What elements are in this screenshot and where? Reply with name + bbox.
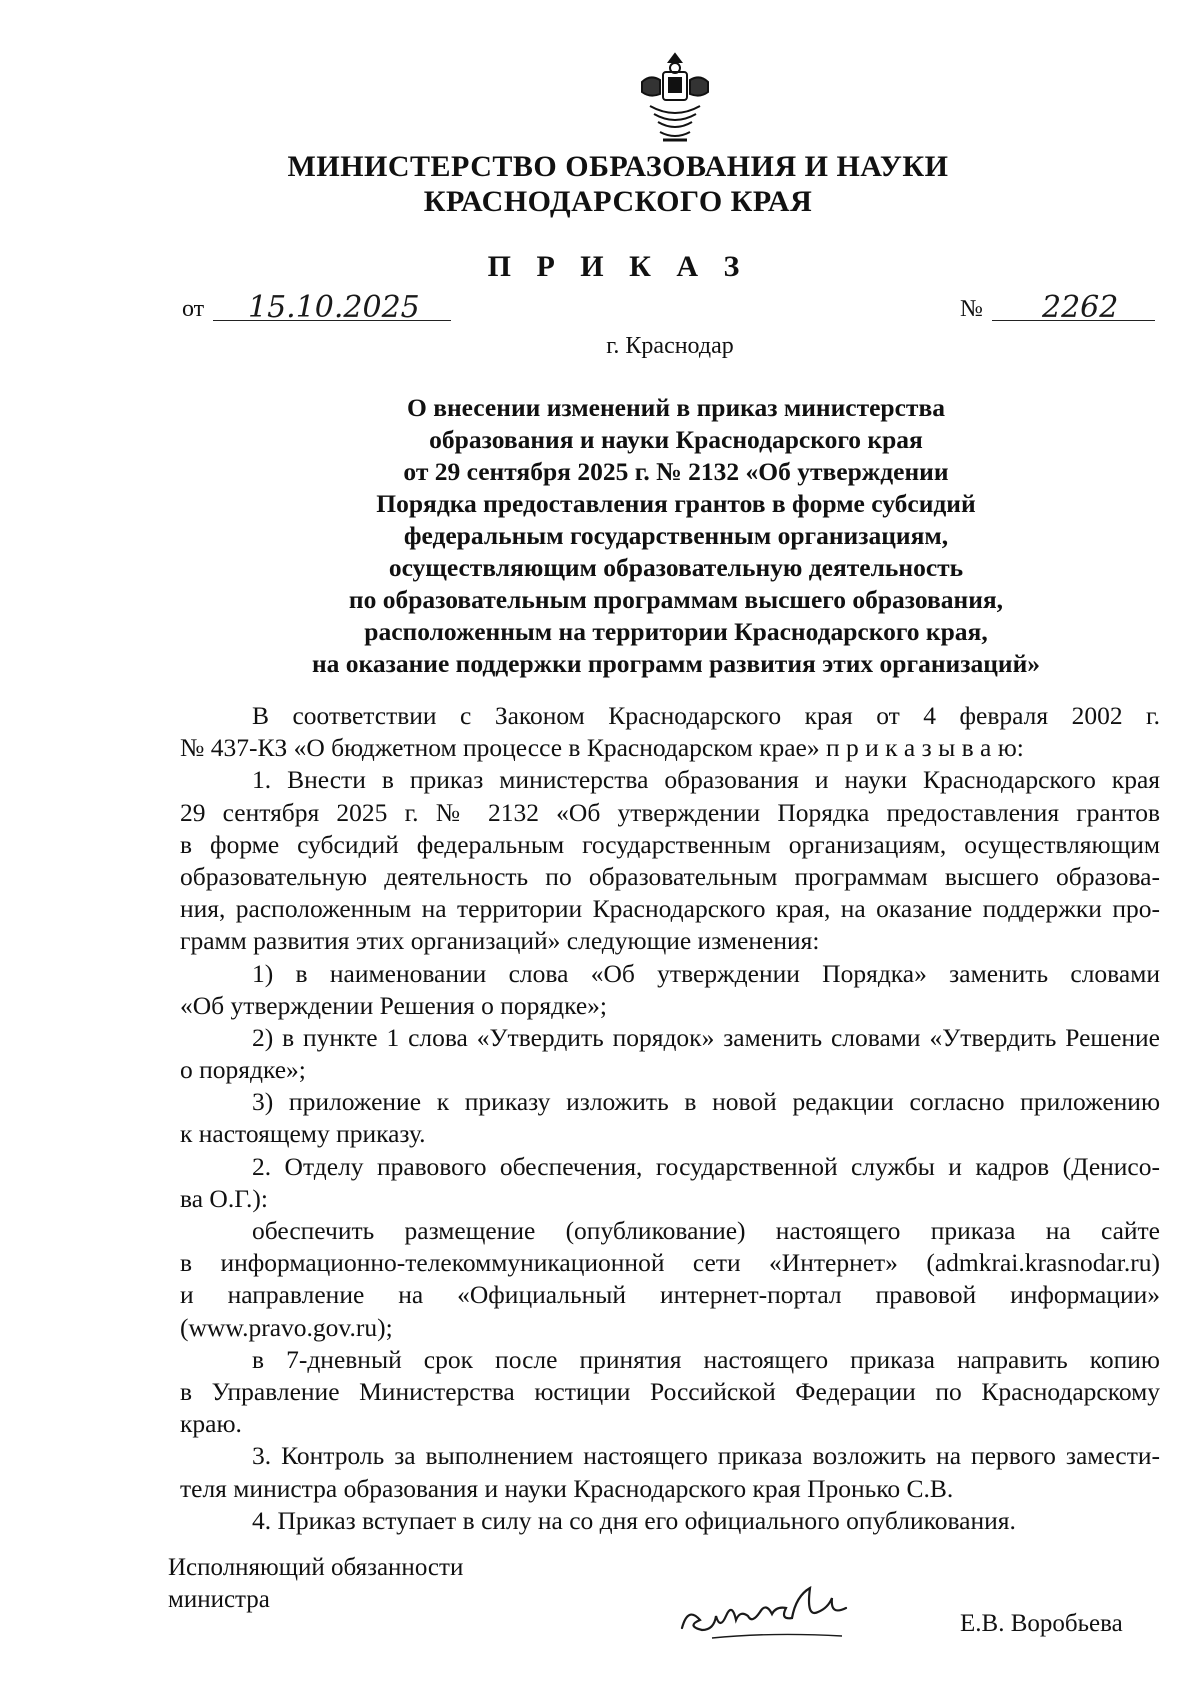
body-line: в Управление Министерства юстиции Российской Федерации по Краснодарскому: [180, 1376, 1160, 1406]
body-line: грамм развития этих организаций» следующие изменения:: [180, 926, 820, 956]
subject-line: по образовательным программам высшего образования,: [348, 585, 1004, 614]
number-label: №: [960, 296, 983, 322]
subject-line: образования и науки Краснодарского края: [429, 425, 923, 454]
order-body: [180, 700, 1160, 1537]
body-line: 1) в наименовании слова «Об утверждении Порядка» заменить словами: [252, 958, 1160, 988]
signatory-position-line2: министра: [168, 1586, 270, 1613]
body-line: в 7-дневный срок после принятия настоящего приказа направить копию: [252, 1344, 1160, 1374]
body-line: и направление на «Официальный интернет-портал правовой информации»: [180, 1280, 1160, 1310]
body-line: (www.pravo.gov.ru);: [180, 1312, 393, 1342]
body-line: теля министра образования и науки Краснодарского края Пронько С.В.: [180, 1473, 954, 1503]
subject-line: от 29 сентября 2025 г. № 2132 «Об утверждении: [403, 457, 949, 486]
body-line: 3. Контроль за выполнением настоящего приказа возложить на первого замести-: [252, 1441, 1160, 1471]
body-line: ния, расположенным на территории Краснодарского края, на оказание поддержки про-: [180, 894, 1160, 924]
body-line: «Об утверждении Решения о порядке»;: [180, 990, 607, 1020]
body-line: 2. Отделу правового обеспечения, государственной службы и кадров (Денисо-: [252, 1151, 1160, 1181]
document-type-title: П Р И К А З: [487, 250, 749, 283]
date-handwritten: 15.10.2025: [248, 290, 420, 325]
body-line: обеспечить размещение (опубликование) настоящего приказа на сайте: [252, 1216, 1160, 1245]
signatory-name: Е.В. Воробьева: [960, 1610, 1123, 1637]
date-label: от: [182, 296, 205, 322]
subject-line: Порядка предоставления грантов в форме субсидий: [376, 489, 976, 518]
number-handwritten: 2262: [1042, 290, 1119, 325]
subject-line: О внесении изменений в приказ министерства: [407, 393, 945, 422]
handwritten-signature: [672, 1580, 912, 1650]
city-label: г. Краснодар: [606, 333, 734, 359]
ministry-name-line1: МИНИСТЕРСТВО ОБРАЗОВАНИЯ И НАУКИ: [287, 150, 949, 183]
body-line: 4. Приказ вступает в силу на со дня его официального опубликования.: [252, 1505, 1016, 1535]
body-line: к настоящему приказу.: [180, 1119, 426, 1149]
subject-line: федеральным государственным организациям,: [403, 521, 949, 550]
body-line: В соответствии с Законом Краснодарского края от 4 февраля 2002 г.: [252, 701, 1160, 730]
body-line: в информационно-телекоммуникационной сети «Интернет» (admkrai.krasnodar.ru): [180, 1248, 1160, 1278]
body-line: № 437-КЗ «О бюджетном процессе в Краснодарском крае» п р и к а з ы в а ю:: [180, 733, 1024, 763]
order-subject: [200, 392, 1152, 680]
subject-line: на оказание поддержки программ развития этих организаций»: [311, 649, 1041, 678]
body-line: образовательную деятельность по образовательным программам высшего образова-: [180, 861, 1160, 891]
body-line: 29 сентября 2025 г. № 2132 «Об утверждении Порядка предоставления грантов: [180, 797, 1160, 827]
body-line: ва О.Г.):: [180, 1183, 269, 1213]
body-line: 1. Внести в приказ министерства образования и науки Краснодарского края: [252, 765, 1160, 795]
subject-line: расположенным на территории Краснодарского края,: [364, 617, 988, 646]
signatory-position-line1: Исполняющий обязанности: [168, 1554, 464, 1581]
body-line: о порядке»;: [180, 1055, 306, 1085]
ministry-name-line2: КРАСНОДАРСКОГО КРАЯ: [423, 185, 813, 218]
body-line: в форме субсидий федеральным государственным организациям, осуществляющим: [180, 829, 1160, 859]
krasnodar-coat-of-arms-icon: [630, 50, 720, 150]
body-line: 2) в пункте 1 слова «Утвердить порядок» заменить словами «Утвердить Решение: [252, 1022, 1160, 1052]
body-line: 3) приложение к приказу изложить в новой редакции согласно приложению: [252, 1087, 1160, 1117]
subject-line: осуществляющим образовательную деятельность: [388, 553, 964, 582]
body-line: краю.: [180, 1409, 242, 1439]
